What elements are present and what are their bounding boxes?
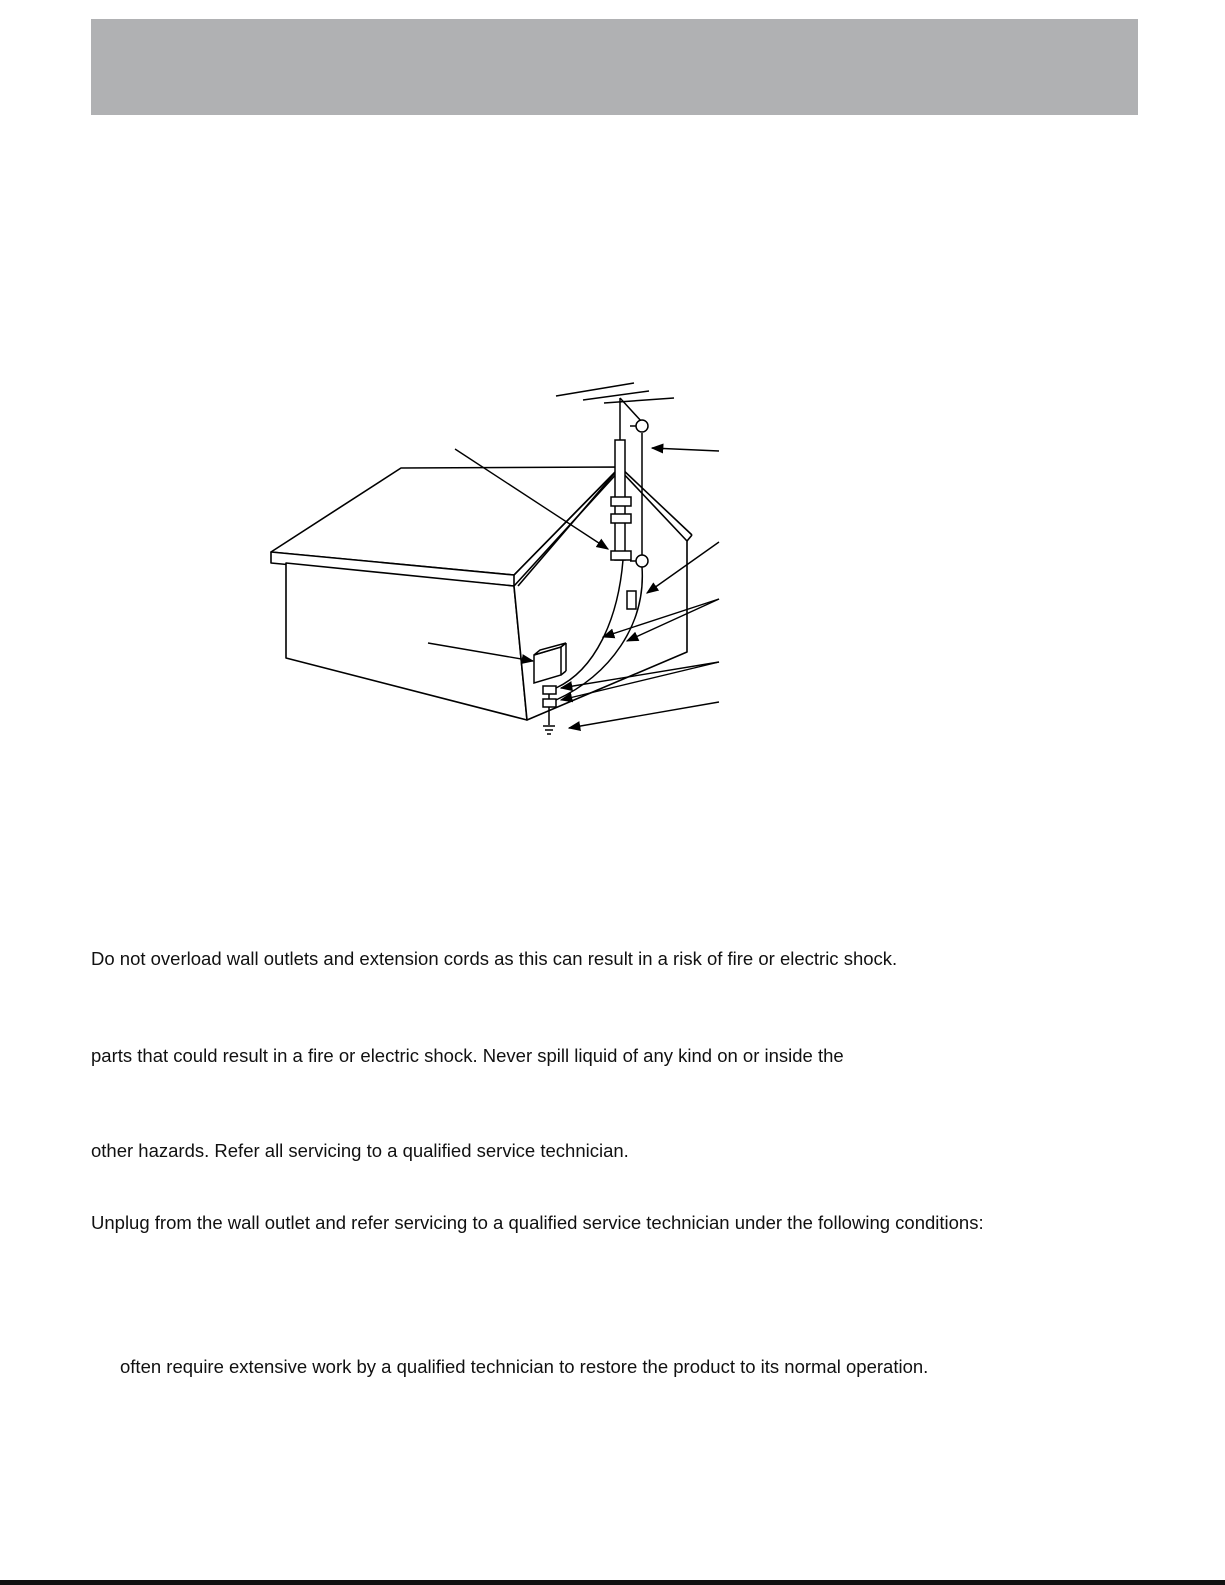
body-text-line-2: parts that could result in a fire or electric shock. Never spill liquid of any kind on or inside the xyxy=(91,1045,844,1066)
body-text-line-1: Do not overload wall outlets and extension cords as this can result in a risk of fire or electric shock. xyxy=(91,948,898,969)
body-text-line-4: Unplug from the wall outlet and refer servicing to a qualified service technician under the following conditions: xyxy=(91,1212,984,1233)
body-text-line-5: often require extensive work by a qualified technician to restore the product to its normal operation. xyxy=(120,1356,929,1377)
body-text-line-3: other hazards. Refer all servicing to a qualified service technician. xyxy=(91,1140,629,1161)
bottom-rule xyxy=(0,1580,1225,1585)
